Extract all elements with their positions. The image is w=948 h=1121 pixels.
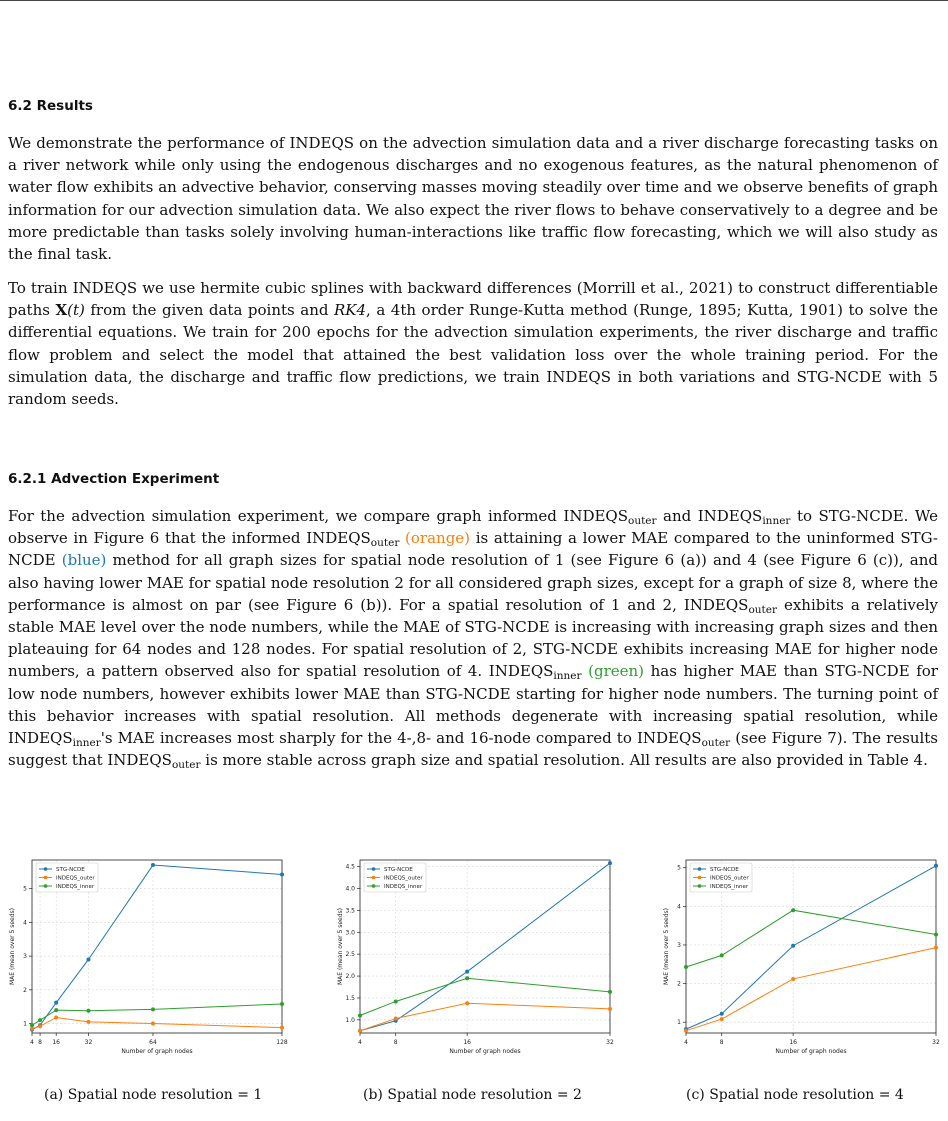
top-rule <box>0 0 948 1</box>
x-tick-label: 4 <box>358 1039 362 1046</box>
data-point <box>280 1002 284 1006</box>
y-tick-label: 5 <box>23 885 27 893</box>
legend-marker <box>372 876 376 880</box>
legend-label: INDEQS_outer <box>56 875 95 882</box>
data-point <box>151 863 155 867</box>
data-point <box>934 864 938 868</box>
x-tick-label: 16 <box>789 1039 797 1046</box>
x-tick-label: 4 <box>684 1039 688 1046</box>
x-axis-label: Number of graph nodes <box>449 1048 521 1055</box>
data-point <box>684 1029 688 1033</box>
subsection-heading: 6.2.1 Advection Experiment <box>8 471 220 487</box>
data-point <box>54 1015 58 1019</box>
series-line-3 <box>32 1004 282 1025</box>
legend-marker <box>44 867 48 871</box>
x-tick-label: 32 <box>606 1039 614 1046</box>
section-heading: 6.2 Results <box>8 98 93 114</box>
data-point <box>54 1008 58 1012</box>
y-axis-label: MAE (mean over 5 seeds) <box>337 907 344 986</box>
data-point <box>720 953 724 957</box>
y-tick-label: 3 <box>677 941 681 949</box>
results-paragraph-1: We demonstrate the performance of INDEQS on the advection simulation data and a river discharge forecasting tasks on a river network while only using the endogenous discharges and no exogenous features, as the natural phenomenon of water flow exhibits an advective behavior, conserving masses moving steadily over time and we observe benefits of graph information for our advection simulation data. We also expect the river flows to behave conservatively to a degree and be more predictable than tasks solely involving human-interactions like traffic flow forecasting, which we will also study as the final task. <box>8 134 938 264</box>
x-tick-label: 64 <box>149 1039 157 1046</box>
legend-label: STG-NCDE <box>384 867 413 873</box>
data-point <box>86 957 90 961</box>
data-point <box>358 1029 362 1033</box>
legend-marker <box>698 867 702 871</box>
figure-b-caption: (b) Spatial node resolution = 2 <box>363 1087 582 1103</box>
x-tick-label: 8 <box>393 1039 398 1046</box>
x-tick-label: 32 <box>84 1039 93 1046</box>
data-point <box>608 990 612 994</box>
data-point <box>358 1013 362 1017</box>
data-point <box>394 999 398 1003</box>
data-point <box>791 977 795 981</box>
legend-label: INDEQS_inner <box>384 884 423 890</box>
legend-label: INDEQS_outer <box>710 875 749 882</box>
x-tick-label: 32 <box>932 1039 940 1046</box>
data-point <box>38 1024 42 1028</box>
y-tick-label: 5 <box>677 864 681 872</box>
data-point <box>934 946 938 950</box>
y-tick-label: 4 <box>677 903 681 911</box>
data-point <box>394 1017 398 1021</box>
data-point <box>465 970 469 974</box>
series-line-2 <box>32 1017 282 1028</box>
y-tick-label: 1 <box>23 1020 27 1028</box>
series-line-3 <box>686 910 936 967</box>
legend-label: INDEQS_inner <box>56 884 95 890</box>
data-point <box>934 933 938 937</box>
advection-paragraph: For the advection simulation experiment, we compare graph informed $INDEQS_{outer}$ and $INDEQS_{inner}$ to STG-NCDE. We observe in Figure 6 that the informed $INDEQS_{outer}$ (orange) is attaining a lower MAE compared to the uninformed STG-NCDE (blue) method for all graph sizes for spatial node resolution of 1 (see Figure 6 (a)) and 4 (see Figure 6 (c)), and also having lower MAE for spatial node resolution 2 for all considered graph sizes, except for a graph of size 8, where the performance is almost on par (see Figure 6 (b)). For a spatial resolution of 1 and 2, $INDEQS_{outer}$ exhibits a relatively stable MAE level over the node numbers, while the MAE of STG-NCDE is increasing with increasing graph sizes and then plateauing for 64 nodes and 128 nodes. For spatial resolution of 2, STG-NCDE exhibits increasing MAE for higher node numbers, a pattern observed also for spatial resolution of 4. $INDEQS_{inner}$ (green) has higher MAE than STG-NCDE for low node numbers, however exhibits lower MAE than STG-NCDE starting for higher node numbers. The turning point of this behavior increases with spatial resolution. All methods degenerate with increasing spatial resolution, while $INDEQS_{inner}'s$ MAE increases most sharply for the 4-,8- and 16-node compared to $INDEQS_{outer}$ (see Figure 7). The results suggest that $INDEQS_{outer}$ is more stable across graph size and spatial resolution. All results are also provided in Table 4. <box>8 507 939 772</box>
y-tick-label: 3.5 <box>345 907 355 915</box>
y-tick-label: 2.0 <box>345 973 355 981</box>
legend-marker <box>44 884 48 888</box>
data-point <box>608 1007 612 1011</box>
legend-label: INDEQS_inner <box>710 884 749 890</box>
legend-label: STG-NCDE <box>710 867 739 873</box>
data-point <box>791 908 795 912</box>
data-point <box>54 1001 58 1005</box>
data-point <box>791 944 795 948</box>
series-line-3 <box>360 978 610 1015</box>
data-point <box>30 1023 34 1027</box>
y-tick-label: 2.5 <box>345 951 355 959</box>
legend-marker <box>698 884 702 888</box>
figure-a-caption: (a) Spatial node resolution = 1 <box>44 1087 263 1103</box>
y-axis-label: MAE (mean over 5 seeds) <box>663 907 670 986</box>
x-tick-label: 8 <box>719 1039 724 1046</box>
legend-label: INDEQS_outer <box>384 875 423 882</box>
data-point <box>684 965 688 969</box>
figure-a-chart <box>6 850 296 1070</box>
data-point <box>280 873 284 877</box>
data-point <box>720 1012 724 1016</box>
y-tick-label: 1.0 <box>345 1016 355 1024</box>
x-tick-label: 8 <box>38 1039 42 1046</box>
y-tick-label: 4.0 <box>345 885 355 893</box>
y-tick-label: 4 <box>23 919 27 927</box>
figure-b-chart <box>334 850 624 1070</box>
data-point <box>38 1018 42 1022</box>
y-tick-label: 2 <box>23 986 27 994</box>
legend-label: STG-NCDE <box>56 867 85 873</box>
x-tick-label: 16 <box>463 1039 471 1046</box>
y-tick-label: 1 <box>677 1019 681 1027</box>
x-tick-label: 16 <box>52 1039 61 1046</box>
data-point <box>151 1022 155 1026</box>
y-tick-label: 1.5 <box>345 994 355 1002</box>
y-tick-label: 3 <box>23 953 27 961</box>
data-point <box>86 1009 90 1013</box>
x-axis-label: Number of graph nodes <box>775 1048 847 1055</box>
results-paragraph-2: To train INDEQS we use hermite cubic splines with backward differences (Morrill et al., 2021) to construct differentiable paths X(t) from the given data points and RK4, a 4th order Runge-Kutta method (Runge, 1895; Kutta, 1901) to solve the differential equations. We train for 200 epochs for the advection simulation experiments, the river discharge and traffic flow problem and select the model that attained the best validation loss over the whole training period. For the simulation data, the discharge and traffic flow predictions, we train INDEQS in both variations and STG-NCDE with 5 random seeds. <box>8 279 939 409</box>
legend-marker <box>698 876 702 880</box>
y-axis-label: MAE (mean over 5 seeds) <box>9 907 16 986</box>
data-point <box>151 1007 155 1011</box>
figure-c-caption: (c) Spatial node resolution = 4 <box>686 1087 904 1103</box>
x-tick-label: 128 <box>276 1039 288 1046</box>
x-axis-label: Number of graph nodes <box>121 1048 193 1055</box>
y-tick-label: 3.0 <box>345 929 355 937</box>
y-tick-label: 4.5 <box>345 863 355 871</box>
data-point <box>465 1001 469 1005</box>
y-tick-label: 2 <box>677 980 681 988</box>
data-point <box>280 1026 284 1030</box>
figure-c-chart <box>660 850 948 1070</box>
series-line-2 <box>360 1003 610 1031</box>
data-point <box>608 861 612 865</box>
data-point <box>465 976 469 980</box>
data-point <box>720 1017 724 1021</box>
x-tick-label: 4 <box>30 1039 34 1046</box>
legend-marker <box>372 867 376 871</box>
data-point <box>86 1020 90 1024</box>
legend-marker <box>44 876 48 880</box>
legend-marker <box>372 884 376 888</box>
